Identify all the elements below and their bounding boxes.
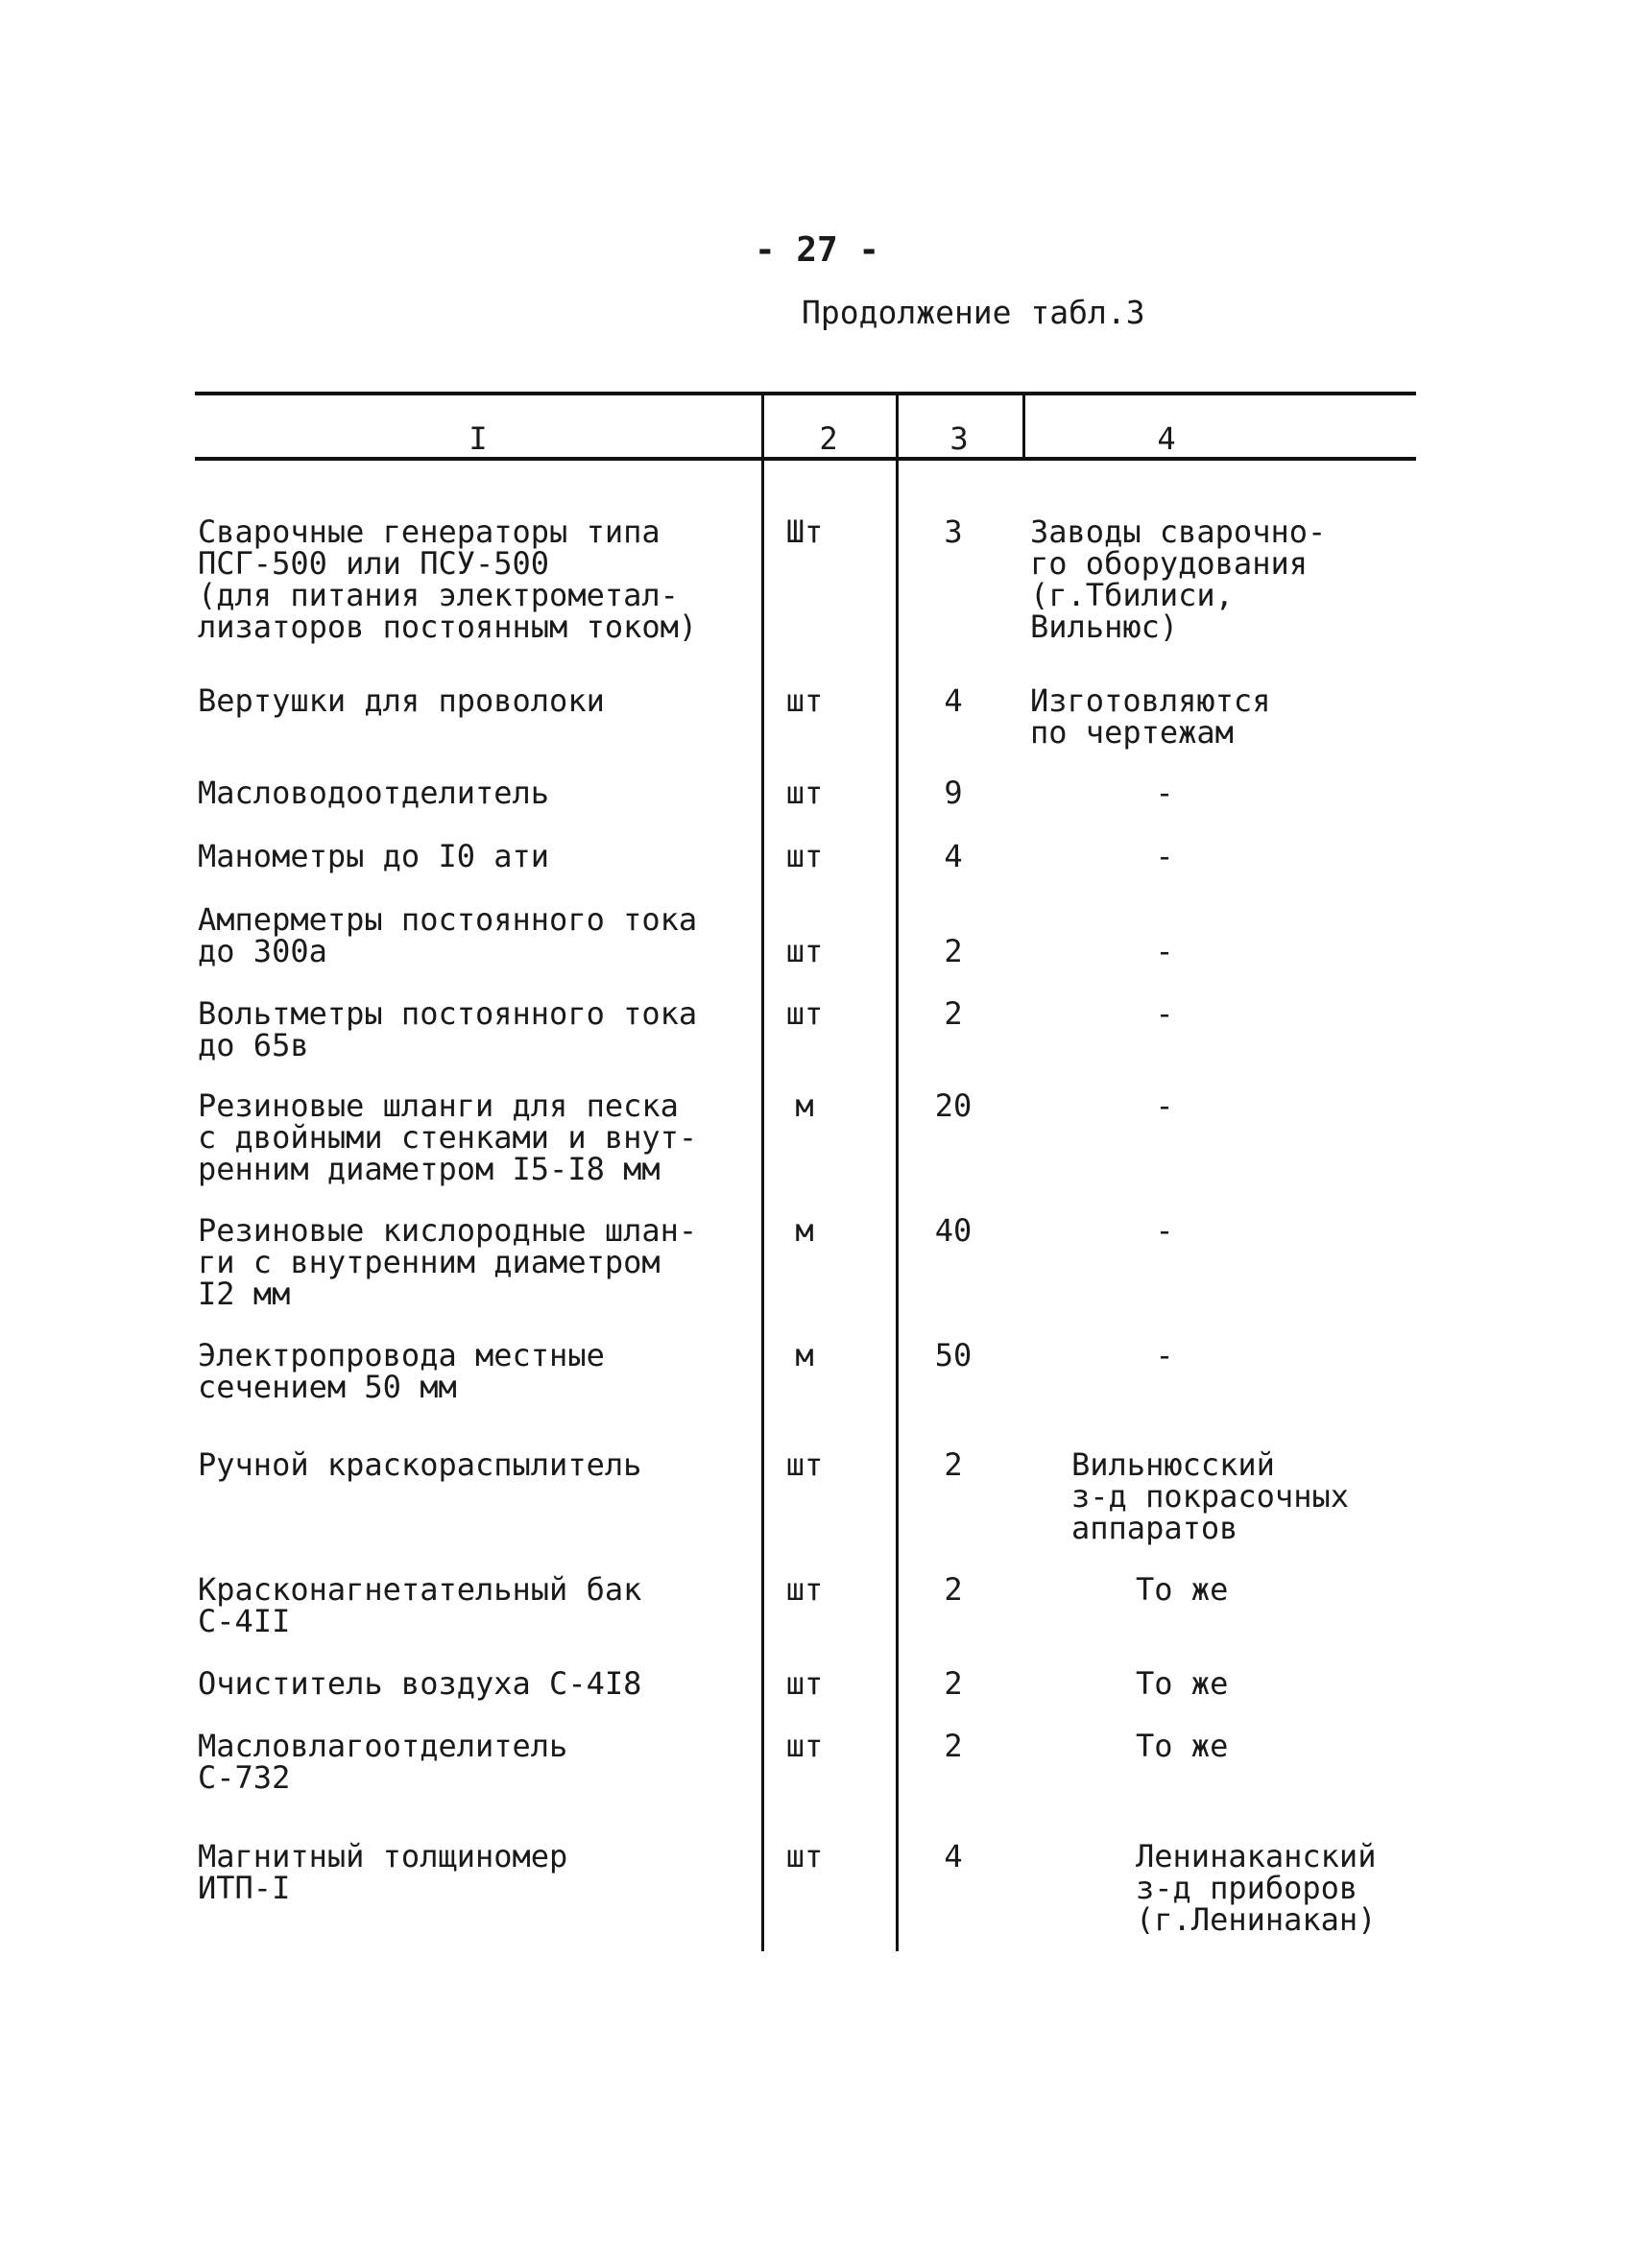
item-unit: шт [785,682,824,719]
item-unit: шт [785,1571,824,1608]
item-note: - [1155,1212,1174,1249]
column-divider [896,392,899,1951]
item-note: То же [1136,1571,1229,1608]
item-name: Масловодоотделитель [198,775,550,811]
item-note: Вильнюсский з-д покрасочных аппаратов [1071,1446,1349,1546]
item-quantity: 20 [934,1087,973,1124]
page-number: - 27 - [754,230,880,270]
item-unit: шт [785,1446,824,1483]
item-quantity: 2 [944,1665,963,1702]
item-unit: м [795,1212,814,1249]
item-name: Очиститель воздуха С-4I8 [198,1665,642,1702]
item-note: То же [1136,1728,1229,1764]
item-unit: м [795,1087,814,1124]
item-unit: шт [785,1665,824,1702]
item-note: - [1155,1087,1174,1124]
item-unit: м [795,1337,814,1373]
item-quantity: 2 [944,1446,963,1483]
item-unit: шт [785,933,824,969]
equipment-table [195,392,1416,1951]
item-note: - [1155,933,1174,969]
table-top-rule [195,392,1416,395]
column-header: 2 [819,420,838,457]
item-name: Вертушки для проволоки [198,682,605,719]
item-unit: Шт [785,513,824,550]
item-unit: шт [785,1838,824,1874]
item-note: - [1155,775,1174,811]
item-unit: шт [785,775,824,811]
item-unit: шт [785,1728,824,1764]
item-name: Электропровода местные сечением 50 мм [198,1337,605,1405]
item-name: Резиновые кислородные шлан- ги с внутренним диаметром I2 мм [198,1212,698,1312]
item-quantity: 2 [944,1728,963,1764]
item-name: Вольтметры постоянного тока до 65в [198,995,698,1063]
item-quantity: 40 [934,1212,973,1249]
column-header: 4 [1157,420,1176,457]
item-note: То же [1136,1665,1229,1702]
column-divider [761,392,764,1951]
item-quantity: 3 [944,513,963,550]
item-quantity: 4 [944,682,963,719]
item-name: Ручной краскораспылитель [198,1446,642,1483]
item-quantity: 4 [944,838,963,874]
item-note: - [1155,1337,1174,1373]
item-note: - [1155,995,1174,1032]
item-quantity: 50 [934,1337,973,1373]
item-name: Масловлагоотделитель С-732 [198,1728,568,1796]
header-bottom-rule [195,457,1416,461]
item-note: Заводы сварочно- го оборудования (г.Тбилиси, Вильнюс) [1030,513,1327,645]
item-name: Магнитный толщиномер ИТП-I [198,1838,568,1906]
item-name: Амперметры постоянного тока до 300а [198,901,698,969]
column-header: 3 [949,420,969,457]
item-name: Резиновые шланги для песка с двойными стенками и внут- ренним диаметром I5-I8 мм [198,1087,698,1187]
item-quantity: 2 [944,933,963,969]
item-unit: шт [785,838,824,874]
item-name: Манометры до I0 ати [198,838,550,874]
table-caption: Продолжение табл.3 [802,294,1145,331]
item-note: Изготовляются по чертежам [1030,682,1271,751]
item-note: - [1155,838,1174,874]
item-unit: шт [785,995,824,1032]
column-header: I [469,420,488,457]
item-quantity: 2 [944,1571,963,1608]
item-quantity: 4 [944,1838,963,1874]
item-name: Красконагнетательный бак С-4II [198,1571,642,1639]
item-quantity: 9 [944,775,963,811]
item-note: Ленинаканский з-д приборов (г.Ленинакан) [1136,1838,1377,1938]
item-name: Сварочные генераторы типа ПСГ-500 или ПСУ-500 (для питания электрометал- лизаторов постоянным током) [198,513,698,645]
item-quantity: 2 [944,995,963,1032]
